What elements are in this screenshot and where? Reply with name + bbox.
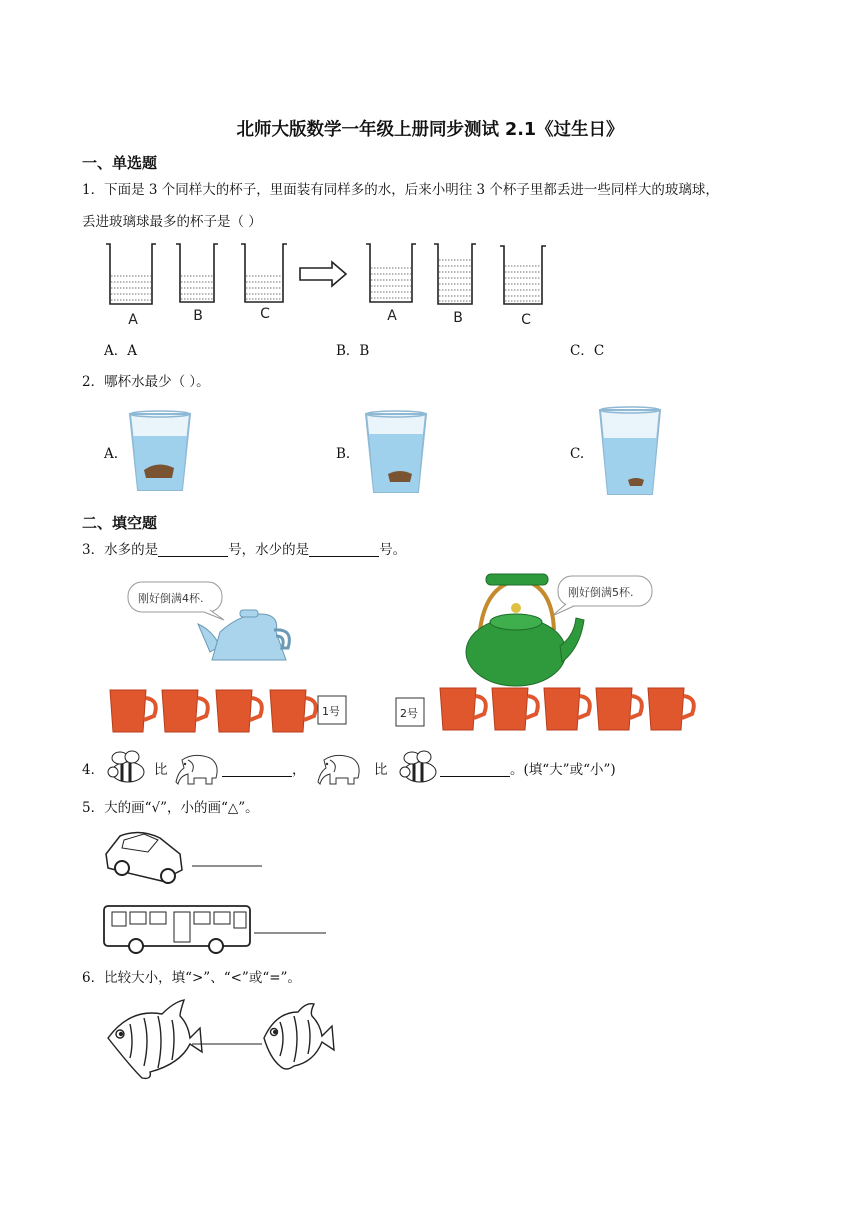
glass-a-image — [128, 408, 192, 494]
q1-stem-line1: 1．下面是 3 个同样大的杯子，里面装有同样多的水，后来小明往 3 个杯子里都丢进一些同样大的玻璃球， — [82, 182, 719, 198]
q1-stem-line2: 丢进玻璃球最多的杯子是（ ） — [82, 214, 262, 230]
mug-2e — [648, 688, 694, 730]
mug-1a — [110, 690, 156, 732]
q4-part1 — [222, 760, 306, 780]
q6-stem: 6．比较大小，填“>”、“<”或“=”。 — [82, 970, 301, 986]
small-fish-image — [264, 1004, 334, 1069]
glass-b-image — [364, 410, 428, 496]
speech-bubble-1 — [128, 582, 224, 620]
mug-1d — [270, 690, 316, 732]
beaker-b-before — [176, 244, 218, 302]
elephant-icon — [174, 750, 222, 786]
bee-icon-2 — [396, 750, 440, 786]
q2-option-c[interactable]: C. — [570, 446, 585, 462]
tag-2 — [396, 698, 424, 726]
beaker-c-after — [500, 246, 546, 304]
mug-1c — [216, 690, 262, 732]
right-arrow-icon — [300, 262, 346, 286]
q2-stem: 2．哪杯水最少（ ）。 — [82, 374, 210, 390]
page-title: 北师大版数学一年级上册同步测试 2.1《过生日》 — [236, 120, 624, 140]
q4-comma: ， — [292, 762, 306, 778]
section-heading-single-choice: 一、单选题 — [82, 154, 158, 172]
q4-end: 。(填“大”或“小”) — [510, 762, 616, 778]
q3-blank-less[interactable] — [309, 541, 379, 557]
beaker-a-after — [366, 244, 416, 302]
q3-prefix: 3．水多的是 — [82, 542, 159, 558]
svg-text:刚好倒满4杯.: 刚好倒满4杯. — [138, 592, 204, 605]
svg-text:2号: 2号 — [400, 707, 418, 720]
q4-blank-2[interactable] — [440, 761, 510, 777]
mug-1b — [162, 690, 208, 732]
q4-bi-2: 比 — [374, 762, 388, 778]
car-image — [100, 824, 270, 888]
fig-label-a: A — [128, 312, 138, 328]
glass-c-image — [598, 406, 662, 498]
fig-label-a-after: A — [387, 308, 397, 324]
q3-suffix: 号。 — [379, 542, 407, 558]
q1-option-a[interactable]: A．A — [104, 343, 137, 359]
fig-label-b-after: B — [453, 310, 463, 326]
q4-blank-1[interactable] — [222, 761, 292, 777]
speech-bubble-2 — [552, 576, 652, 616]
q4-number: 4． — [82, 762, 105, 778]
q1-option-b[interactable]: B．B — [336, 343, 370, 359]
q3-blank-more[interactable] — [158, 541, 228, 557]
elephant-icon-2 — [316, 750, 364, 786]
q5-stem: 5．大的画“√”，小的画“△”。 — [82, 800, 259, 816]
bee-icon — [104, 750, 148, 786]
mug-2b — [492, 688, 538, 730]
beaker-a-before — [106, 244, 156, 304]
beaker-b-after — [434, 244, 476, 304]
section-heading-fill-in: 二、填空题 — [82, 514, 158, 532]
q1-option-c[interactable]: C．C — [570, 343, 605, 359]
mug-2c — [544, 688, 590, 730]
teapot-image — [198, 610, 289, 660]
q3-stem — [82, 540, 406, 560]
fish-figure — [100, 994, 340, 1080]
mug-2a — [440, 688, 486, 730]
beaker-c-before — [241, 244, 287, 302]
q2-option-a[interactable]: A. — [104, 446, 119, 462]
fig-label-b: B — [193, 308, 203, 324]
mug-2d — [596, 688, 642, 730]
q2-option-b[interactable]: B. — [336, 446, 351, 462]
svg-text:1号: 1号 — [322, 705, 340, 718]
fig-label-c-after: C — [521, 312, 531, 328]
q4-part2 — [440, 760, 616, 780]
q1-beakers-figure — [100, 238, 560, 330]
q4-bi-1: 比 — [154, 762, 168, 778]
tag-1 — [318, 696, 346, 724]
svg-text:刚好倒满5杯.: 刚好倒满5杯. — [568, 586, 634, 599]
q3-teapots-figure — [100, 570, 700, 740]
bus-image — [100, 900, 330, 956]
q3-mid: 号，水少的是 — [228, 542, 310, 558]
big-fish-image — [108, 1000, 202, 1078]
fig-label-c: C — [260, 306, 270, 322]
